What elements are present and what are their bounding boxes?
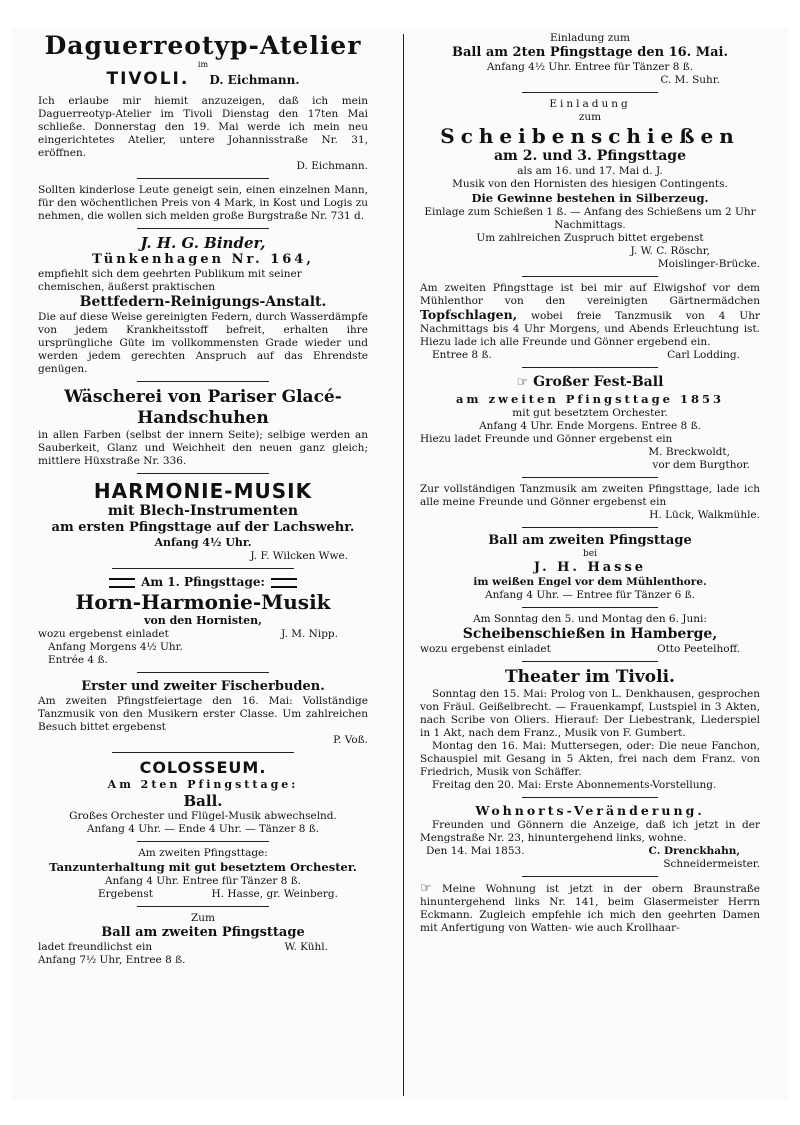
ad-text: von den Hornisten, (144, 614, 262, 627)
ad-body: Montag den 16. Mai: Muttersegen, oder: Die neue Fanchon, Schauspiel mit Gesang in 5 Akten, frei nach dem Franz. von Friedrich, Musik von Schäffer. (420, 740, 760, 778)
ad-text: Anfang 4 Uhr. — Ende 4 Uhr. — Tänzer 8 ß. (86, 823, 320, 835)
ad-text: Einlage zum Schießen 1 ß. — Anfang des Schießens um 2 Uhr Nachmittags. (424, 206, 756, 231)
ad-text: im weißen Engel vor dem Mühlenthore. (473, 576, 707, 588)
ad-suhr-ball (420, 32, 760, 87)
divider (137, 841, 269, 842)
ad-title: Ball am zweiten Pfingsttage (101, 925, 305, 940)
ad-heading: Ball. (183, 792, 223, 810)
divider (522, 527, 658, 528)
ad-signature: H. Hasse, gr. Weinberg. (211, 888, 338, 900)
ad-body: wobei freie Tanzmusik von 4 Uhr Nachmittags bis 4 Uhr Morgens, und Abends Erleuchtung ist. Hiezu lade ich alle Freunde und Gönner ergebend ein. (420, 310, 760, 348)
ad-title: Tanzunterhaltung mit gut besetztem Orchester. (49, 860, 357, 874)
ad-body: Freitag den 20. Mai: Erste Abonnements-Vorstellung. (432, 779, 717, 791)
ad-signature: Carl Lodding. (667, 349, 740, 361)
ad-signature: Moislinger-Brücke. (657, 258, 760, 270)
ad-fischerbuden (38, 678, 368, 747)
ad-fest-ball (420, 373, 760, 472)
ad-body: Am zweiten Pfingstfeiertage den 16. Mai: Vollständige Tanzmusik von den Musikern erster Classe. Um zahlreichen Besuch bittet ergebenst (38, 695, 368, 733)
ad-text: Anfang 4½ Uhr. (154, 536, 252, 549)
ad-title: Daguerreotyp-Atelier (44, 31, 362, 60)
ad-text: Hiezu ladet Freunde und Gönner ergebenst ein (420, 433, 673, 445)
left-column (38, 32, 368, 967)
ad-text: Anfang 4 Uhr. Entree für Tänzer 8 ß. (104, 875, 302, 887)
ad-hasse (38, 847, 368, 901)
divider (522, 477, 658, 478)
divider (522, 276, 658, 277)
ornament-bars (109, 578, 135, 588)
divider (137, 228, 269, 229)
ad-kuehl (38, 912, 368, 967)
ad-title: Bettfedern-Reinigungs-Anstalt. (79, 294, 327, 310)
ad-text: Die Gewinne bestehen in Silberzeug. (471, 191, 709, 205)
ad-signature: Otto Peetelhoff. (656, 643, 740, 655)
ornament-bars (271, 578, 297, 588)
ad-text: Einladung zum (550, 32, 630, 44)
divider (522, 367, 658, 368)
ad-title: Scheibenschießen (440, 124, 740, 148)
ad-signature: P. Voß. (333, 734, 368, 746)
ad-text: Am zweiten Pfingsttage: (138, 847, 268, 859)
ad-body: Freunden und Gönnern die Anzeige, daß ich jetzt in der Mengstraße Nr. 23, hinuntergehend links, wohne. (420, 819, 760, 844)
ad-title: Theater im Tivoli. (505, 667, 675, 687)
ad-text: Den 14. Mai 1853. (426, 845, 525, 857)
ad-title: Ball am zweiten Pfingsttage (488, 533, 692, 548)
ad-body: Zur vollständigen Tanzmusik am zweiten Pfingsttage, lade ich alle meine Freunde und Gönner ergebenst ein (420, 483, 760, 508)
ad-body: Meine Wohnung ist jetzt in der obern Braunstraße hinuntergehend links Nr. 141, beim Glasermeister Herrn Eckmann. Zugleich empfehle ich mich den geehrten Damen mit Anfertigung von Watten- wie auch Krollhaar- (420, 883, 760, 934)
ad-colosseum (38, 758, 368, 836)
ad-text: Anfang 4½ Uhr. Entree für Tänzer 8 ß. (486, 61, 694, 73)
pointing-hand-icon: ☞ (516, 375, 529, 390)
ad-body: Sollten kinderlose Leute geneigt sein, einen einzelnen Mann, für den wöchentlichen Preis von 4 Mark, in Kost und Logis zu nehmen, die wollen sich melden große Burgstraße Nr. 731 d. (38, 184, 368, 222)
ad-binder (38, 234, 368, 376)
ad-title: Horn-Harmonie-Musik (75, 590, 331, 614)
ad-daguerreotyp (38, 32, 368, 173)
ad-body: Am zweiten Pfingsttage ist bei mir auf Elwigshof vor dem Mühlenthor von den vereinigten Gärtnermädchen (420, 282, 760, 307)
ad-waescherei (38, 387, 368, 468)
ad-signature: J. W. C. Röschr, (630, 245, 710, 257)
divider (137, 381, 269, 382)
ad-horn-harmonie (38, 574, 368, 667)
pointing-hand-icon: ☞ (420, 881, 432, 896)
ad-kost-logis (38, 184, 368, 223)
ad-body: Ich erlaube mir hiemit anzuzeigen, daß ich mein Daguerreotyp-Atelier im Tivoli Dienstag den 17ten Mai schließe. Donnerstag den 19. Mai werde ich mein neu eingerichtetes Atelier, untere Johannisstraße Nr. 31, eröffnen. (38, 95, 368, 159)
ad-text: Zum (190, 912, 215, 924)
ad-heading: J. H. Hasse (533, 560, 647, 575)
divider (137, 906, 269, 907)
ad-signature: C. Drenckhahn, (648, 845, 740, 857)
ad-signature: C. M. Suhr. (660, 74, 720, 86)
ad-text: Um zahlreichen Zuspruch bittet ergebenst (476, 232, 704, 244)
divider (522, 607, 658, 608)
ad-text: empfiehlt sich dem geehrten Publikum mit seiner chemischen, äußerst praktischen (38, 268, 302, 293)
ad-title: Handschuhen (137, 408, 269, 428)
divider (112, 568, 294, 569)
divider (522, 661, 658, 662)
ad-text: Am Sonntag den 5. und Montag den 6. Juni: (473, 613, 707, 625)
ad-text: am zweiten Pfingsttage 1853 (455, 392, 724, 406)
divider (522, 92, 658, 93)
ad-wohnort (420, 803, 760, 871)
ad-text: Anfang Morgens 4½ Uhr. (48, 641, 183, 653)
ad-hamberge (420, 613, 760, 656)
ad-topfschlagen (420, 282, 760, 362)
ad-text: bei (583, 549, 597, 559)
ad-heading: J. H. G. Binder, (140, 234, 266, 252)
divider (522, 797, 658, 798)
ad-title: Wohnorts-Veränderung. (475, 803, 705, 818)
ad-heading: TIVOLI. (106, 69, 190, 89)
ad-body: in allen Farben (selbst der innern Seite); selbige werden an Sauberkeit, Glanz und Weichheit den neuen ganz gleich; mittlere Hüxstraße Nr. 336. (38, 429, 368, 467)
ad-text: mit Blech-Instrumenten (107, 503, 299, 519)
ad-lueck (420, 483, 760, 522)
ad-text: Ergebenst (98, 888, 153, 900)
ad-text: als am 16. und 17. Mai d. J. (517, 165, 663, 177)
ad-text: zum (578, 111, 602, 123)
ad-signature: H. Lück, Walkmühle. (649, 509, 760, 521)
ad-text: Entrée 4 ß. (48, 654, 108, 666)
ad-title: Scheibenschießen in Hamberge, (462, 626, 718, 642)
ad-signature: J. M. Nipp. (281, 628, 338, 640)
ad-title: Großer Fest-Ball (533, 374, 664, 390)
column-divider (403, 34, 404, 1096)
ad-text: Anfang 4 Uhr. Ende Morgens. Entree 8 ß. (479, 420, 701, 432)
ad-body: Die auf diese Weise gereinigten Federn, durch Wasserdämpfe von jedem Krankheitsstoff befreit, erhalten ihre ursprüngliche Güte im vollkommensten Grade wieder und werden jedem gerechten Anspruch auf das Ehrendste genügen. (38, 311, 368, 375)
divider (137, 672, 269, 673)
right-column (420, 32, 760, 935)
ad-address: Tünkenhagen Nr. 164, (92, 252, 314, 267)
ad-text: Großes Orchester und Flügel-Musik abwechselnd. (69, 810, 337, 822)
divider (137, 178, 269, 179)
ad-text: Einladung (549, 98, 631, 110)
ad-text: Anfang 7½ Uhr, Entree 8 ß. (38, 954, 186, 966)
ad-signature: W. Kühl. (284, 941, 328, 953)
ad-signature: D. Eichmann. (296, 160, 368, 172)
ad-theater (420, 667, 760, 792)
ad-text: ladet freundlichst ein (38, 941, 153, 953)
ad-scheibenschiessen (420, 98, 760, 271)
ad-signature: J. F. Wilcken Wwe. (250, 550, 348, 562)
ad-text: wozu ergebenst einladet (420, 643, 551, 655)
ad-title: Erster und zweiter Fischerbuden. (81, 679, 325, 694)
ad-signature: D. Eichmann. (209, 73, 300, 87)
ad-text: Entree 8 ß. (432, 349, 492, 361)
ad-text: am ersten Pfingsttage auf der Lachswehr. (51, 520, 355, 535)
ad-heading: Topfschlagen, (420, 307, 518, 322)
divider (522, 876, 658, 877)
ad-title: HARMONIE-MUSIK (93, 479, 313, 503)
ad-text: Am 2ten Pfingsttage: (107, 778, 299, 791)
ad-wohnung (420, 882, 760, 935)
ad-text: am 2. und 3. Pfingsttage (493, 148, 686, 164)
ad-text: Am 1. Pfingsttage: (141, 575, 265, 589)
ad-text: im (197, 60, 209, 69)
ad-title: Wäscherei von Pariser Glacé- (64, 387, 342, 407)
ad-hasse-engel (420, 533, 760, 602)
ad-signature: M. Breckwoldt, (648, 446, 730, 458)
ad-text: Anfang 4 Uhr. — Entree für Tänzer 6 ß. (485, 589, 695, 601)
ad-signature: Schneidermeister. (663, 858, 760, 870)
ad-text: mit gut besetztem Orchester. (512, 407, 668, 419)
ad-signature: vor dem Burgthor. (652, 459, 750, 471)
ad-body: Sonntag den 15. Mai: Prolog von L. Denkhausen, gesprochen von Fräul. Geißelbrecht. — Frauenkampf, Lustspiel in 3 Akten, nach Scribe von Oliers. Hierauf: Der Liebestrank, Liederspiel in 1 Akt, nach dem Franz., Musik von F. Gumbert. (420, 688, 760, 739)
ad-text: wozu ergebenst einladet (38, 628, 169, 640)
ad-title: COLOSSEUM. (139, 758, 267, 777)
divider (112, 752, 294, 753)
ad-title: Ball am 2ten Pfingsttage den 16. Mai. (452, 45, 728, 60)
ad-harmonie (38, 479, 368, 563)
divider (137, 473, 269, 474)
ad-text: Musik von den Hornisten des hiesigen Contingents. (452, 178, 728, 190)
